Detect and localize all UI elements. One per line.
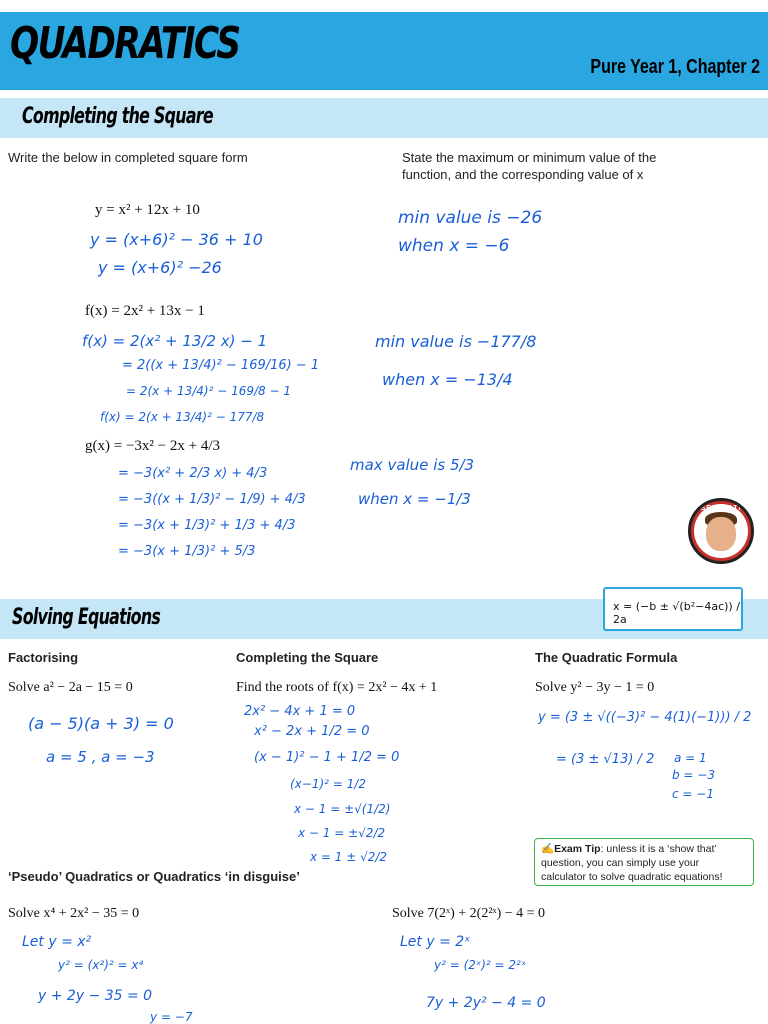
q2-answer-line2: when x = −13/4 bbox=[382, 370, 513, 389]
pq1-work-line4: y = −7 bbox=[150, 1010, 193, 1024]
col2-work-line1: 2x² − 4x + 1 = 0 bbox=[244, 704, 356, 719]
q3-work-line2: = −3((x + 1/3)² − 1/9) + 4/3 bbox=[118, 492, 306, 507]
pq2-work-line1: Let y = 2ˣ bbox=[400, 934, 471, 950]
pq1-work-line3: y + 2y − 35 = 0 bbox=[38, 988, 153, 1004]
col2-question: Find the roots of f(x) = 2x² − 4x + 1 bbox=[236, 680, 438, 695]
q3-work-line1: = −3(x² + 2/3 x) + 4/3 bbox=[118, 466, 268, 481]
q1-work-line1: y = (x+6)² − 36 + 10 bbox=[90, 230, 263, 249]
col2-work-line3: (x − 1)² − 1 + 1/2 = 0 bbox=[254, 750, 400, 765]
pq2-work-line3: 7y + 2y² − 4 = 0 bbox=[426, 995, 546, 1011]
col2-work-line4: (x−1)² = 1/2 bbox=[290, 777, 366, 791]
col1-question: Solve a² − 2a − 15 = 0 bbox=[8, 680, 133, 695]
q3-answer-line2: when x = −1/3 bbox=[358, 490, 471, 508]
pq1-work-line1: Let y = x² bbox=[22, 934, 92, 950]
left-prompt: Write the below in completed square form bbox=[8, 150, 248, 165]
avatar-face bbox=[706, 517, 736, 551]
q1-answer-line1: min value is −26 bbox=[398, 208, 543, 228]
section-title-completing-square: Completing the Square bbox=[22, 104, 213, 129]
q2-work-line1: f(x) = 2(x² + 13/2 x) − 1 bbox=[82, 332, 268, 350]
pseudo-question-2: Solve 7(2ˣ) + 2(2²ˣ) − 4 = 0 bbox=[392, 906, 546, 921]
section-title-solving-equations: Solving Equations bbox=[12, 605, 161, 630]
q3-work-line3: = −3(x + 1/3)² + 1/3 + 4/3 bbox=[118, 518, 296, 533]
avatar-label: RISEN MATHS bbox=[691, 505, 751, 512]
col2-work-line7: x = 1 ± √2/2 bbox=[310, 850, 388, 864]
q1-answer-line2: when x = −6 bbox=[398, 236, 510, 256]
pencil-icon: ✍ bbox=[541, 843, 555, 855]
q1-work-line2: y = (x+6)² −26 bbox=[98, 258, 222, 277]
col1-work-line1: (a − 5)(a + 3) = 0 bbox=[28, 714, 174, 733]
col1-heading: Factorising bbox=[8, 650, 79, 665]
q2-work-line4: f(x) = 2(x + 13/4)² − 177/8 bbox=[100, 410, 265, 424]
q2-work-line2: = 2((x + 13/4)² − 169/16) − 1 bbox=[122, 358, 320, 373]
col2-work-line2: x² − 2x + 1/2 = 0 bbox=[254, 724, 370, 739]
col2-work-line6: x − 1 = ±√2/2 bbox=[298, 826, 386, 840]
col3-question: Solve y² − 3y − 1 = 0 bbox=[535, 680, 655, 695]
risen-maths-avatar bbox=[688, 498, 754, 564]
pq1-work-line2: y² = (x²)² = x⁴ bbox=[58, 958, 144, 972]
q2-answer-line1: min value is −177/8 bbox=[375, 332, 537, 351]
quadratic-formula: x = (−b ± √(b²−4ac)) / 2a bbox=[613, 600, 740, 626]
q2-work-line3: = 2(x + 13/4)² − 169/8 − 1 bbox=[126, 384, 291, 398]
col3-coeff-b: b = −3 bbox=[672, 768, 715, 782]
q3-answer-line1: max value is 5/3 bbox=[350, 456, 475, 474]
question-3: g(x) = −3x² − 2x + 4/3 bbox=[85, 438, 220, 454]
col3-work-line1: y = (3 ± √((−3)² − 4(1)(−1))) / 2 bbox=[538, 710, 752, 725]
quadratic-formula-box bbox=[603, 587, 743, 631]
exam-tip-label: Exam Tip bbox=[554, 843, 601, 855]
pseudo-question-1: Solve x⁴ + 2x² − 35 = 0 bbox=[8, 906, 140, 921]
question-1: y = x² + 12x + 10 bbox=[95, 202, 200, 218]
col3-heading: The Quadratic Formula bbox=[535, 650, 678, 665]
right-prompt-line1: State the maximum or minimum value of the bbox=[402, 150, 657, 165]
page-title: QUADRATICS bbox=[10, 18, 240, 69]
col1-work-line2: a = 5 , a = −3 bbox=[46, 748, 155, 766]
exam-tip-box bbox=[534, 838, 754, 886]
pq2-work-line2: y² = (2ˣ)² = 2²ˣ bbox=[434, 958, 527, 972]
question-2: f(x) = 2x² + 13x − 1 bbox=[85, 303, 205, 319]
q3-work-line4: = −3(x + 1/3)² + 5/3 bbox=[118, 544, 256, 559]
exam-tip-text: : unless it is a ‘show that’ question, you can simply use your calculator to solve quadratic equations! bbox=[541, 843, 723, 883]
col2-heading: Completing the Square bbox=[236, 650, 379, 665]
col3-coeff-c: c = −1 bbox=[672, 787, 714, 801]
pseudo-heading: ‘Pseudo’ Quadratics or Quadratics ‘in disguise’ bbox=[8, 869, 300, 884]
chapter-label: Pure Year 1, Chapter 2 bbox=[590, 56, 760, 78]
col3-coeff-a: a = 1 bbox=[674, 751, 707, 765]
col3-work-line2: = (3 ± √13) / 2 bbox=[556, 752, 655, 767]
right-prompt-line2: function, and the corresponding value of x bbox=[402, 167, 644, 182]
col2-work-line5: x − 1 = ±√(1/2) bbox=[294, 802, 391, 816]
